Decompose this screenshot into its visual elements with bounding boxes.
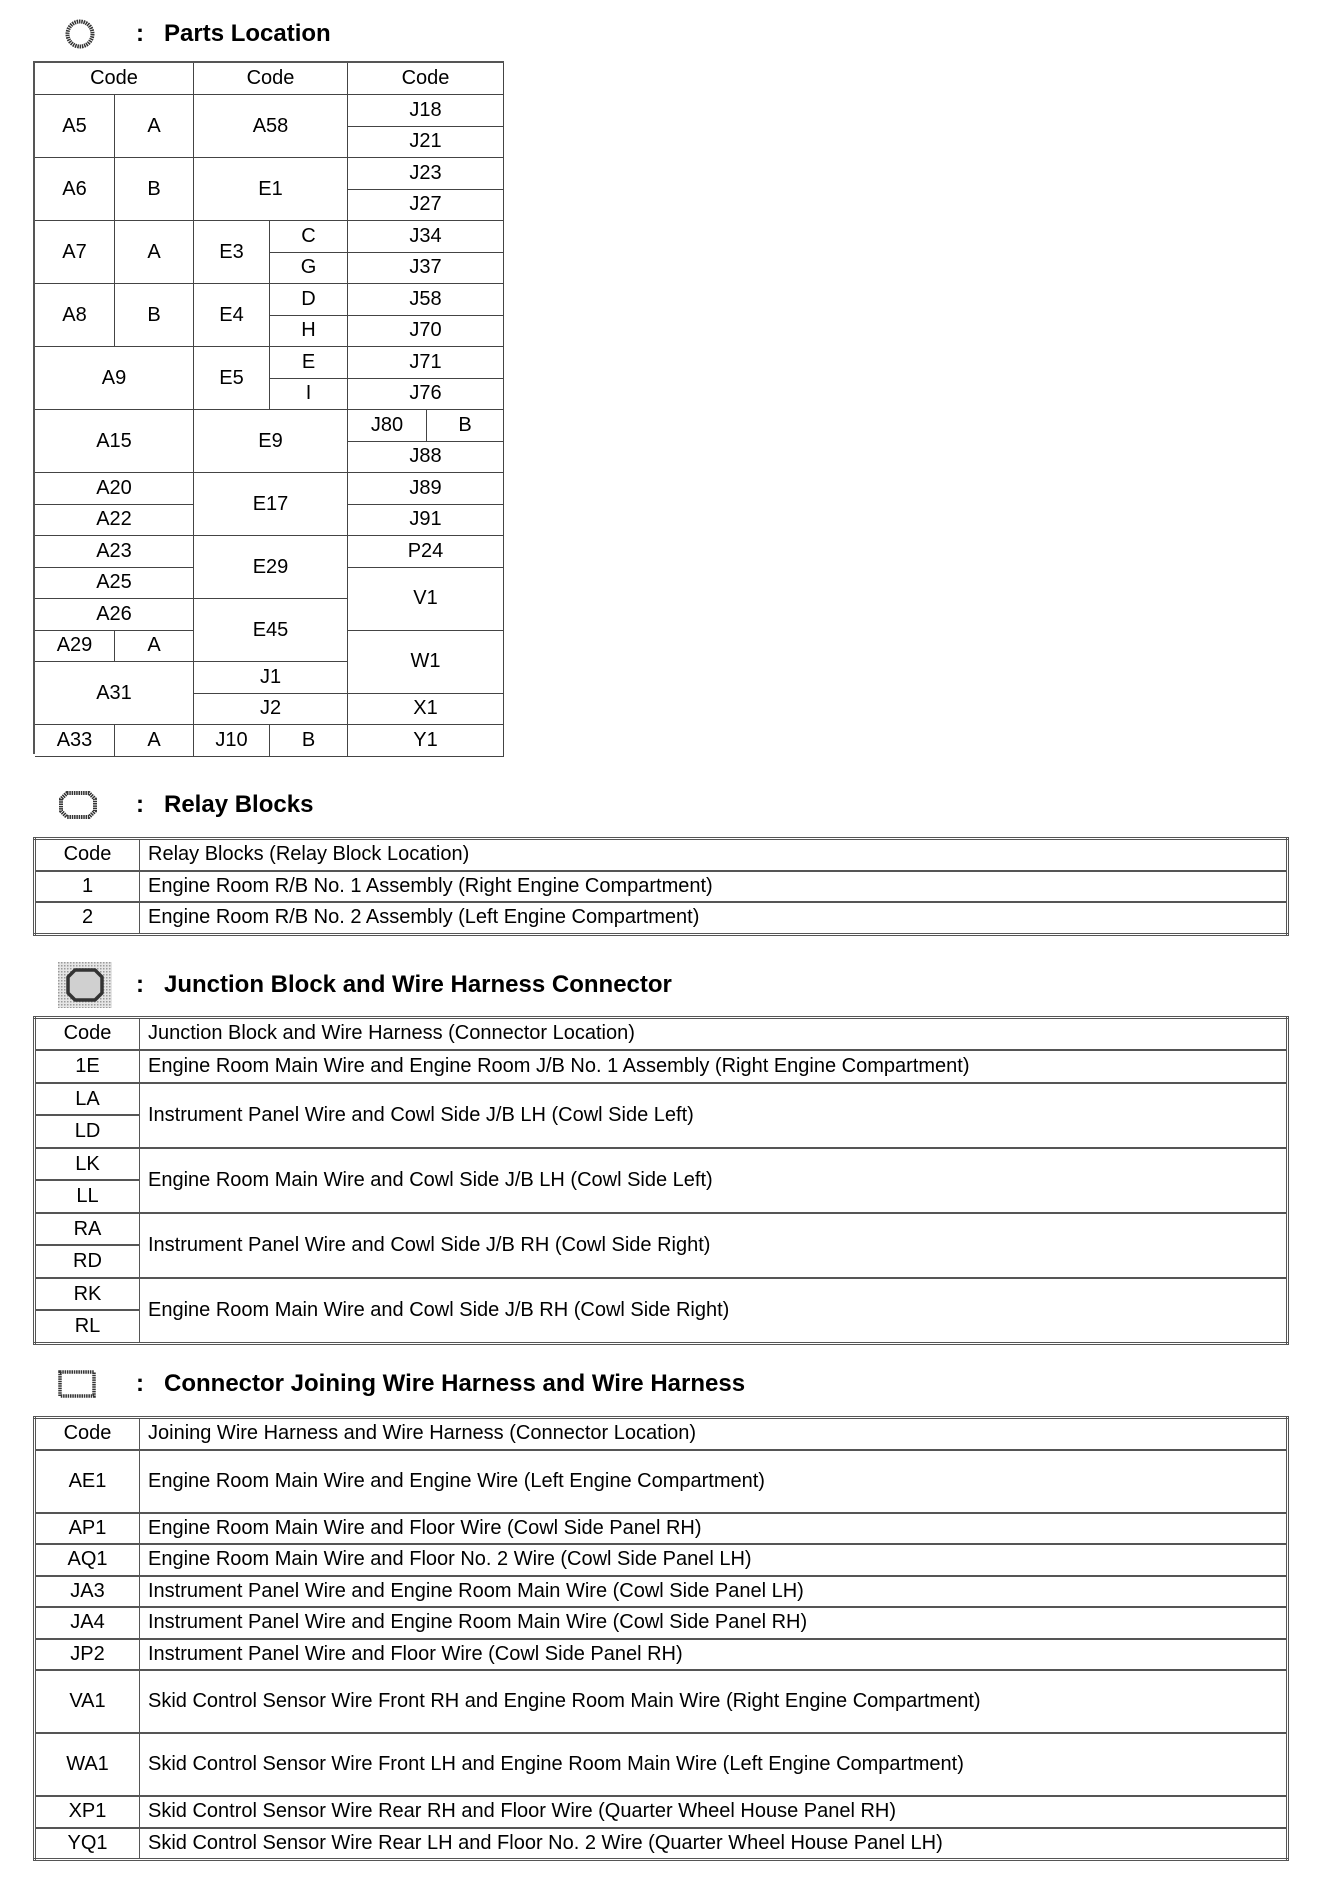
circle-icon — [65, 19, 95, 49]
row-code: AQ1 — [35, 1544, 140, 1576]
part-subcode-cell: A — [115, 221, 194, 284]
relay-blocks-table — [33, 837, 1289, 936]
row-codes — [35, 1148, 140, 1213]
part-subcode-cell: D — [270, 284, 348, 316]
row-code: AP1 — [35, 1513, 140, 1545]
row-code: JA3 — [35, 1576, 140, 1608]
part-code-cell: E29 — [194, 536, 348, 599]
table-row — [35, 1083, 1288, 1148]
row-description: Engine Room Main Wire and Floor No. 2 Wire (Cowl Side Panel LH) — [140, 1544, 1288, 1576]
part-code-cell: J58 — [348, 284, 504, 316]
row-code: 2 — [35, 902, 140, 934]
row-description: Skid Control Sensor Wire Front LH and Engine Room Main Wire (Left Engine Compartment) — [140, 1733, 1288, 1796]
section-title: Connector Joining Wire Harness and Wire Harness — [164, 1370, 746, 1397]
part-code-cell: A22 — [35, 505, 194, 537]
table-row — [35, 1148, 1288, 1213]
table-row — [35, 1639, 1288, 1671]
table-header-row — [35, 1018, 1288, 1050]
relay-block-icon — [58, 790, 98, 820]
connector-table — [33, 1416, 1289, 1861]
part-code-cell: A23 — [35, 536, 194, 568]
part-code-cell: J18 — [348, 95, 504, 127]
part-code-cell: J80 — [348, 410, 427, 442]
section-title: Junction Block and Wire Harness Connector — [164, 971, 672, 998]
row-codes — [35, 1050, 140, 1084]
part-code-cell: J88 — [348, 442, 504, 474]
row-description: Instrument Panel Wire and Floor Wire (Cowl Side Panel RH) — [140, 1639, 1288, 1671]
row-code: XP1 — [35, 1796, 140, 1828]
table-row — [35, 1796, 1288, 1828]
section-title: Relay Blocks — [164, 791, 314, 818]
header-description: Joining Wire Harness and Wire Harness (Connector Location) — [140, 1418, 1288, 1450]
part-code-cell: E4 — [194, 284, 270, 347]
part-code-cell: J71 — [348, 347, 504, 379]
part-code-cell: A31 — [35, 662, 194, 725]
part-code-cell: J89 — [348, 473, 504, 505]
table-row — [35, 1733, 1288, 1796]
row-code: JA4 — [35, 1607, 140, 1639]
table-row — [35, 1450, 1288, 1513]
table-header-row — [35, 839, 1288, 871]
part-subcode-cell: G — [270, 253, 348, 285]
row-code: LL — [76, 1184, 99, 1207]
part-subcode-cell: E — [270, 347, 348, 379]
part-code-cell: A20 — [35, 473, 194, 505]
row-description: Skid Control Sensor Wire Rear RH and Floor Wire (Quarter Wheel House Panel RH) — [140, 1796, 1288, 1828]
parts-location-heading — [0, 17, 600, 51]
part-subcode-cell: B — [115, 284, 194, 347]
row-description: Engine Room R/B No. 2 Assembly (Left Engine Compartment) — [140, 902, 1288, 934]
row-description: Engine Room Main Wire and Cowl Side J/B RH (Cowl Side Right) — [140, 1278, 1288, 1344]
table-row — [35, 871, 1288, 903]
part-code-cell: J21 — [348, 127, 504, 159]
row-description: Engine Room Main Wire and Floor Wire (Cowl Side Panel RH) — [140, 1513, 1288, 1545]
heading-colon: : — [136, 791, 144, 818]
part-code-cell: J76 — [348, 379, 504, 411]
part-code-cell: A9 — [35, 347, 194, 410]
part-code-cell: A7 — [35, 221, 115, 284]
part-code-cell: E5 — [194, 347, 270, 410]
row-description: Skid Control Sensor Wire Rear LH and Floor No. 2 Wire (Quarter Wheel House Panel LH) — [140, 1828, 1288, 1860]
part-subcode-cell: B — [427, 410, 504, 442]
junction-block-icon — [58, 962, 112, 1008]
table-row — [35, 1607, 1288, 1639]
section-title: Parts Location — [164, 20, 331, 47]
part-subcode-cell: A — [115, 725, 194, 757]
part-code-cell: J37 — [348, 253, 504, 285]
row-code: 1E — [75, 1054, 100, 1077]
heading-colon: : — [136, 20, 144, 47]
row-code: LD — [74, 1119, 101, 1142]
part-code-cell: A6 — [35, 158, 115, 221]
heading-colon: : — [136, 971, 144, 998]
connector-icon — [58, 1370, 96, 1398]
row-codes — [35, 1083, 140, 1148]
column-header: Code — [348, 63, 504, 95]
row-description: Instrument Panel Wire and Engine Room Main Wire (Cowl Side Panel LH) — [140, 1576, 1288, 1608]
table-row — [35, 1576, 1288, 1608]
part-code-cell: A25 — [35, 568, 194, 600]
part-code-cell: E45 — [194, 599, 348, 662]
row-code: JP2 — [35, 1639, 140, 1671]
part-code-cell: X1 — [348, 694, 504, 726]
table-row — [35, 1513, 1288, 1545]
part-code-cell: W1 — [348, 631, 504, 694]
row-code: AE1 — [35, 1450, 140, 1513]
part-subcode-cell: A — [115, 631, 194, 663]
part-code-cell: E3 — [194, 221, 270, 284]
part-code-cell: A5 — [35, 95, 115, 158]
row-code: RD — [73, 1249, 102, 1272]
header-code: Code — [35, 1018, 140, 1050]
part-subcode-cell: B — [270, 725, 348, 757]
row-code: YQ1 — [35, 1828, 140, 1860]
part-code-cell: E9 — [194, 410, 348, 473]
row-description: Engine Room Main Wire and Engine Room J/B No. 1 Assembly (Right Engine Compartment) — [140, 1050, 1288, 1084]
table-row — [35, 1050, 1288, 1084]
column-header: Code — [35, 63, 194, 95]
relay-blocks-heading — [0, 788, 600, 822]
table-row — [35, 1670, 1288, 1733]
junction-block-heading — [0, 968, 800, 1002]
table-row — [35, 1828, 1288, 1860]
part-code-cell: A15 — [35, 410, 194, 473]
part-code-cell: J27 — [348, 190, 504, 222]
part-code-cell: A26 — [35, 599, 194, 631]
row-code: 1 — [35, 871, 140, 903]
column-header: Code — [194, 63, 348, 95]
table-row — [35, 902, 1288, 934]
row-code: WA1 — [35, 1733, 140, 1796]
part-code-cell: A58 — [194, 95, 348, 158]
row-code: RL — [74, 1314, 101, 1337]
header-description: Junction Block and Wire Harness (Connector Location) — [140, 1018, 1288, 1050]
part-subcode-cell: A — [115, 95, 194, 158]
part-code-cell: J1 — [194, 662, 348, 694]
part-code-cell: A29 — [35, 631, 115, 663]
row-description: Engine Room Main Wire and Cowl Side J/B LH (Cowl Side Left) — [140, 1148, 1288, 1213]
part-subcode-cell: B — [115, 158, 194, 221]
row-description: Instrument Panel Wire and Engine Room Main Wire (Cowl Side Panel RH) — [140, 1607, 1288, 1639]
row-description: Instrument Panel Wire and Cowl Side J/B RH (Cowl Side Right) — [140, 1213, 1288, 1278]
table-row — [35, 1544, 1288, 1576]
part-code-cell: E1 — [194, 158, 348, 221]
row-code: VA1 — [35, 1670, 140, 1733]
row-codes — [35, 1213, 140, 1278]
part-code-cell: V1 — [348, 568, 504, 631]
part-subcode-cell: C — [270, 221, 348, 253]
table-row — [35, 1278, 1288, 1344]
part-code-cell: J2 — [194, 694, 348, 726]
row-description: Instrument Panel Wire and Cowl Side J/B LH (Cowl Side Left) — [140, 1083, 1288, 1148]
header-code: Code — [35, 839, 140, 871]
parts-location-table — [33, 61, 504, 754]
row-code: LA — [36, 1084, 139, 1116]
table-header-row — [35, 1418, 1288, 1450]
part-code-cell: P24 — [348, 536, 504, 568]
part-code-cell: J70 — [348, 316, 504, 348]
header-code: Code — [35, 1418, 140, 1450]
table-row — [35, 1213, 1288, 1278]
row-description: Engine Room R/B No. 1 Assembly (Right Engine Compartment) — [140, 871, 1288, 903]
part-code-cell: J34 — [348, 221, 504, 253]
row-description: Skid Control Sensor Wire Front RH and Engine Room Main Wire (Right Engine Compartment) — [140, 1670, 1288, 1733]
part-code-cell: J23 — [348, 158, 504, 190]
part-subcode-cell: I — [270, 379, 348, 411]
header-description: Relay Blocks (Relay Block Location) — [140, 839, 1288, 871]
part-code-cell: A8 — [35, 284, 115, 347]
part-code-cell: E17 — [194, 473, 348, 536]
row-description: Engine Room Main Wire and Engine Wire (Left Engine Compartment) — [140, 1450, 1288, 1513]
connector-heading — [0, 1367, 800, 1401]
part-code-cell: J91 — [348, 505, 504, 537]
row-code: RK — [36, 1279, 139, 1311]
part-subcode-cell: H — [270, 316, 348, 348]
part-code-cell: A33 — [35, 725, 115, 757]
row-code: RA — [36, 1214, 139, 1246]
junction-block-table — [33, 1016, 1289, 1345]
part-code-cell: J10 — [194, 725, 270, 757]
row-code: LK — [36, 1149, 139, 1181]
heading-colon: : — [136, 1370, 144, 1397]
row-codes — [35, 1278, 140, 1344]
part-code-cell: Y1 — [348, 725, 504, 757]
